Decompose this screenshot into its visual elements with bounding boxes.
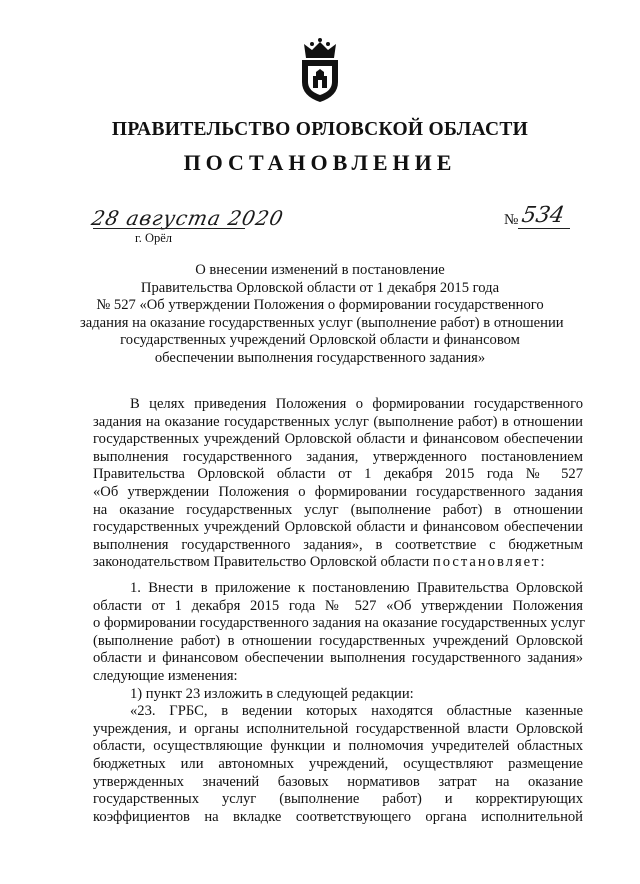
number-label: №	[504, 212, 519, 228]
text-line: на оказание государственных услуг (выполнение работ) в отношении	[93, 501, 583, 518]
text-line: выполнения государственного задания», в соответствие с бюджетным	[93, 536, 583, 553]
text-line: выполнения государственного задания, утвержденного постановлением	[93, 448, 583, 465]
text-line: бюджетных или автономных учреждений, осуществляют размещение	[93, 755, 583, 772]
date-underline	[93, 228, 245, 229]
decree-word: постановляет:	[432, 554, 547, 571]
text-line: государственных учреждений Орловской области и финансовом обеспечении	[93, 431, 583, 448]
text-line: следующие изменения:	[93, 667, 238, 684]
text-line: утвержденных значений базовых нормативов затрат на оказание	[93, 773, 583, 790]
handwritten-number: 534	[519, 203, 567, 228]
text-line: (выполнение работ) в отношении государственных учреждений Орловской	[93, 632, 583, 649]
text-line: «Об утверждении Положения о формировании государственного задания	[93, 483, 583, 500]
coat-of-arms-emblem	[296, 36, 344, 104]
item-1-paragraph	[93, 580, 586, 826]
text-line: о формировании государственного задания на оказание государственных услуг	[93, 615, 586, 632]
text-line: государственных учреждений Орловской области и финансовом обеспечении	[93, 519, 583, 536]
government-name: ПРАВИТЕЛЬСТВО ОРЛОВСКОЙ ОБЛАСТИ	[111, 119, 529, 140]
title-line: обеспечении выполнения государственного задания»	[154, 349, 486, 366]
text-line: области и финансовом обеспечении выполнения государственного задания»	[93, 650, 583, 667]
text-line: 1. Внести в приложение к постановлению Правительства Орловской	[130, 580, 583, 596]
title-line: задания на оказание государственных услуг (выполнение работ) в отношении	[80, 314, 564, 331]
text-line: государственных услуг (выполнение работ) и корректирующих	[93, 791, 583, 808]
text-line: коэффициентов на вкладке соответствующего органа исполнительной	[93, 808, 583, 825]
title-line: Правительства Орловской области от 1 декабря 2015 года	[140, 279, 500, 296]
handwritten-date: 28 августа 2020	[89, 206, 286, 230]
text-line: области, осуществляющие функции и полномочия учредителей областных	[93, 738, 583, 755]
subitem-1: 1) пункт 23 изложить в следующей редакции:	[130, 685, 414, 702]
title-line: О внесении изменений в постановление	[195, 262, 445, 278]
text-line	[93, 554, 583, 572]
city: г. Орёл	[135, 231, 173, 245]
preamble-last-text: законодательством Правительство Орловской области	[93, 554, 430, 571]
preamble-paragraph	[93, 396, 583, 572]
text-line: учреждения, и органы исполнительной государственной власти Орловской	[93, 720, 583, 737]
text-line: задания на оказание государственных услуг (выполнение работ) в отношении	[93, 413, 583, 430]
title-line: государственных учреждений Орловской области и финансовом	[120, 332, 520, 349]
document-type: ПОСТАНОВЛЕНИЕ	[183, 150, 457, 175]
number-underline	[518, 228, 570, 229]
text-line: В целях приведения Положения о формировании государственного	[130, 396, 583, 412]
text-line: области от 1 декабря 2015 года № 527 «Об утверждении Положения	[93, 597, 583, 614]
text-line: Правительства Орловской области от 1 декабря 2015 года № 527	[93, 466, 583, 483]
title-line: № 527 «Об утверждении Положения о формировании государственного	[96, 297, 544, 314]
text-line: «23. ГРБС, в ведении которых находятся областные казенные	[130, 703, 583, 720]
document-title	[80, 262, 564, 368]
